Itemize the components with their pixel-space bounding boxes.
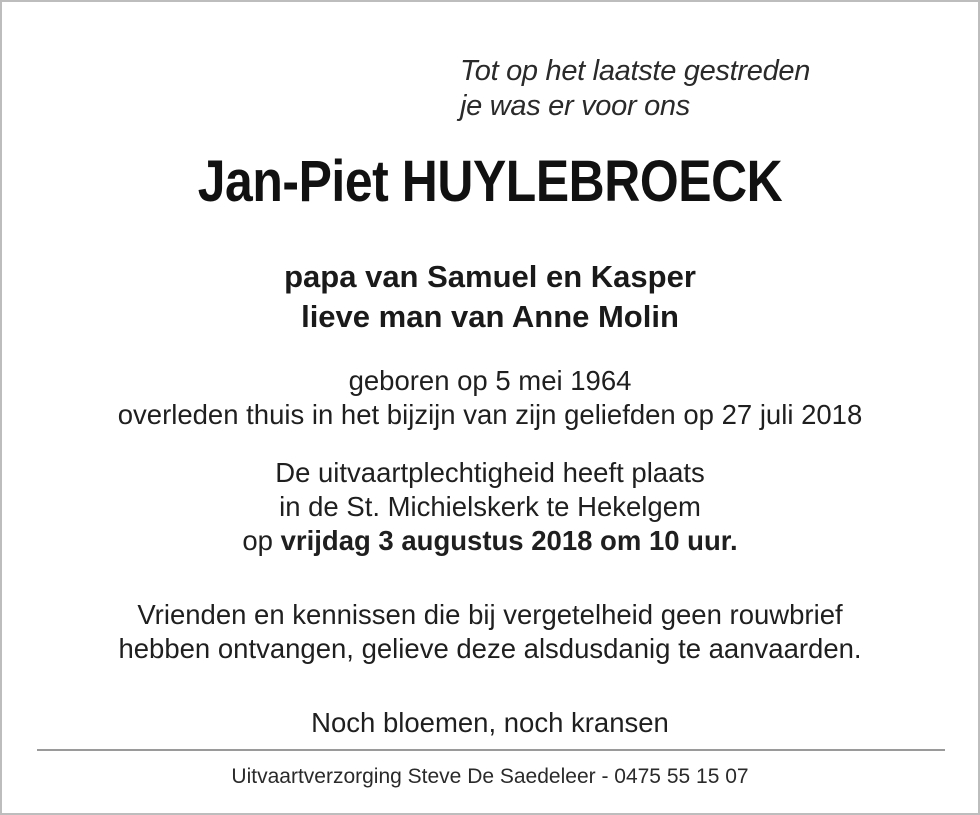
deceased-name: Jan-Piet HUYLEBROECK <box>197 149 783 214</box>
life-dates <box>2 364 978 432</box>
quote-line-1: Tot op het laatste gestreden <box>460 55 811 87</box>
ceremony-line-1: De uitvaartplechtigheid heeft plaats <box>275 457 705 488</box>
divider-line <box>37 749 945 751</box>
friends-line-1: Vrienden en kennissen die bij vergetelheid geen rouwbrief <box>137 599 843 630</box>
no-flowers-notice: Noch bloemen, noch kransen <box>311 707 669 738</box>
birth-date: geboren op 5 mei 1964 <box>348 365 632 396</box>
ceremony-datetime-line <box>2 524 978 558</box>
undertaker-contact: Uitvaartverzorging Steve De Saedeleer - 0475 55 15 07 <box>231 765 749 788</box>
quote-line-2: je was er voor ons <box>460 90 690 122</box>
relation-spouse: lieve man van Anne Molin <box>301 299 679 334</box>
friends-notice <box>2 598 978 666</box>
death-date: overleden thuis in het bijzijn van zijn geliefden op 27 juli 2018 <box>117 399 863 430</box>
friends-line-2: hebben ontvangen, gelieve deze alsdusdanig te aanvaarden. <box>118 633 862 664</box>
ceremony-prefix: op <box>242 525 273 556</box>
memorial-quote <box>460 54 810 124</box>
funeral-ceremony <box>2 456 978 558</box>
family-relations <box>2 257 978 337</box>
ceremony-location: in de St. Michielskerk te Hekelgem <box>279 491 701 522</box>
ceremony-datetime: vrijdag 3 augustus 2018 om 10 uur. <box>280 525 738 556</box>
relation-children: papa van Samuel en Kasper <box>284 259 696 294</box>
